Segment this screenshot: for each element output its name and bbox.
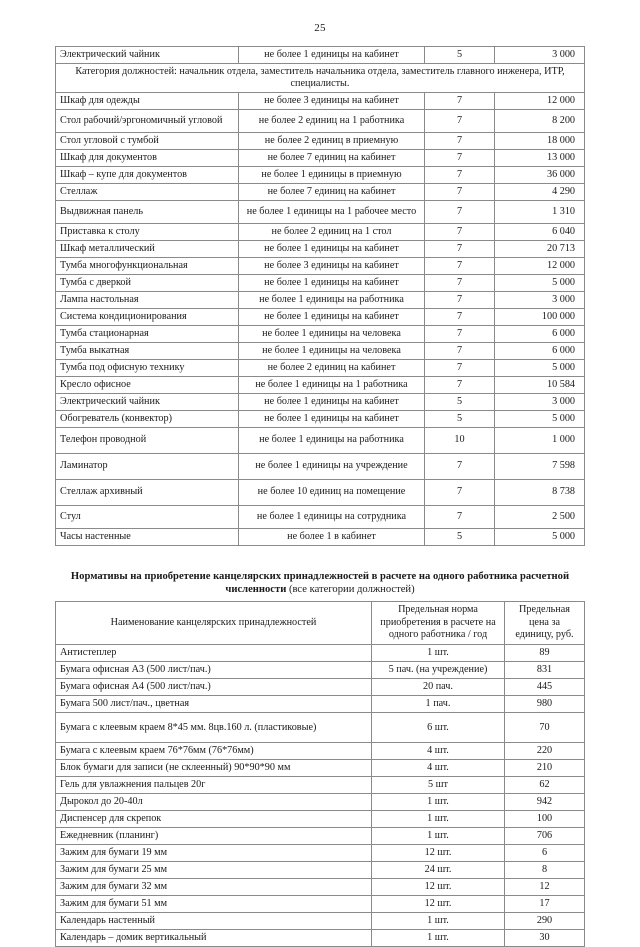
category-heading-text: Категория должностей: начальник отдела, заместитель начальника отдела, заместитель главного инженера, ИТР, специалисты. bbox=[56, 64, 585, 93]
item-price: 36 000 bbox=[495, 166, 585, 183]
stationery-price: 89 bbox=[505, 645, 585, 662]
item-norm: не более 7 единиц на кабинет bbox=[239, 149, 425, 166]
table-row bbox=[56, 930, 585, 947]
stationery-norm: 1 пач. bbox=[372, 696, 505, 713]
item-quantity: 7 bbox=[425, 257, 495, 274]
category-heading-row bbox=[56, 64, 585, 93]
stationery-price: 210 bbox=[505, 760, 585, 777]
table-row bbox=[56, 845, 585, 862]
item-quantity: 7 bbox=[425, 359, 495, 376]
stationery-name: Диспенсер для скрепок bbox=[56, 811, 372, 828]
item-name: Система кондиционирования bbox=[56, 308, 239, 325]
item-norm: не более 1 единицы на человека bbox=[239, 325, 425, 342]
stationery-norm: 1 шт. bbox=[372, 930, 505, 947]
item-name: Шкаф для документов bbox=[56, 149, 239, 166]
table-row bbox=[56, 679, 585, 696]
table-row bbox=[56, 777, 585, 794]
stationery-section-title bbox=[56, 570, 585, 601]
item-name: Тумба стационарная bbox=[56, 325, 239, 342]
stationery-price: 100 bbox=[505, 811, 585, 828]
item-price: 6 040 bbox=[495, 223, 585, 240]
item-norm: не более 3 единицы на кабинет bbox=[239, 92, 425, 109]
stationery-price: 220 bbox=[505, 743, 585, 760]
stationery-norm: 1 шт. bbox=[372, 794, 505, 811]
item-norm: не более 1 единицы на 1 рабочее место bbox=[239, 200, 425, 223]
table-row bbox=[56, 479, 585, 505]
stationery-price: 706 bbox=[505, 828, 585, 845]
item-quantity: 7 bbox=[425, 342, 495, 359]
item-norm: не более 1 единицы на учреждение bbox=[239, 453, 425, 479]
table-row bbox=[56, 794, 585, 811]
stationery-norm: 4 шт. bbox=[372, 760, 505, 777]
item-name: Лампа настольная bbox=[56, 291, 239, 308]
item-name: Стеллаж архивный bbox=[56, 479, 239, 505]
item-price: 3 000 bbox=[495, 47, 585, 64]
item-price: 6 000 bbox=[495, 325, 585, 342]
table-row bbox=[56, 896, 585, 913]
stationery-price: 62 bbox=[505, 777, 585, 794]
stationery-name: Бумага офисная А3 (500 лист/пач.) bbox=[56, 662, 372, 679]
table-row bbox=[56, 200, 585, 223]
item-quantity: 7 bbox=[425, 291, 495, 308]
stationery-header-norm: Предельная норма приобретения в расчете на одного работника / год bbox=[372, 601, 505, 644]
stationery-name: Зажим для бумаги 32 мм bbox=[56, 879, 372, 896]
stationery-price: 12 bbox=[505, 879, 585, 896]
item-norm: не более 3 единицы на кабинет bbox=[239, 257, 425, 274]
table-row bbox=[56, 183, 585, 200]
stationery-table-body bbox=[56, 645, 585, 947]
item-quantity: 7 bbox=[425, 274, 495, 291]
table-row bbox=[56, 427, 585, 453]
stationery-norm: 12 шт. bbox=[372, 845, 505, 862]
table-row bbox=[56, 505, 585, 528]
stationery-norm: 1 шт. bbox=[372, 828, 505, 845]
item-quantity: 5 bbox=[425, 393, 495, 410]
item-norm: не более 1 единицы на работника bbox=[239, 291, 425, 308]
item-name: Стол рабочий/эргономичный угловой bbox=[56, 109, 239, 132]
stationery-name: Бумага с клеевым краем 76*76мм (76*76мм) bbox=[56, 743, 372, 760]
item-norm: не более 1 единицы на кабинет bbox=[239, 410, 425, 427]
item-norm: не более 1 единицы на кабинет bbox=[239, 393, 425, 410]
item-norm: не более 1 единицы на работника bbox=[239, 427, 425, 453]
item-norm: не более 1 единицы на кабинет bbox=[239, 308, 425, 325]
table-row bbox=[56, 713, 585, 743]
stationery-price: 6 bbox=[505, 845, 585, 862]
item-price: 4 290 bbox=[495, 183, 585, 200]
item-price: 8 738 bbox=[495, 479, 585, 505]
stationery-name: Зажим для бумаги 19 мм bbox=[56, 845, 372, 862]
table-row bbox=[56, 662, 585, 679]
item-norm: не более 2 единиц на 1 работника bbox=[239, 109, 425, 132]
stationery-table-head bbox=[56, 601, 585, 644]
item-name: Кресло офисное bbox=[56, 376, 239, 393]
item-name: Часы настенные bbox=[56, 528, 239, 545]
table-row bbox=[56, 913, 585, 930]
item-name: Приставка к столу bbox=[56, 223, 239, 240]
stationery-name: Бумага с клеевым краем 8*45 мм. 8цв.160 л. (пластиковые) bbox=[56, 713, 372, 743]
table-row bbox=[56, 393, 585, 410]
table-row bbox=[56, 342, 585, 359]
item-price: 18 000 bbox=[495, 132, 585, 149]
stationery-price: 290 bbox=[505, 913, 585, 930]
item-name: Выдвижная панель bbox=[56, 200, 239, 223]
stationery-price: 980 bbox=[505, 696, 585, 713]
item-price: 5 000 bbox=[495, 359, 585, 376]
stationery-price: 942 bbox=[505, 794, 585, 811]
item-name: Стул bbox=[56, 505, 239, 528]
item-price: 5 000 bbox=[495, 274, 585, 291]
item-quantity: 7 bbox=[425, 376, 495, 393]
stationery-norms-table bbox=[55, 601, 585, 947]
stationery-name: Блок бумаги для записи (не склеенный) 90*90*90 мм bbox=[56, 760, 372, 777]
item-price: 6 000 bbox=[495, 342, 585, 359]
stationery-header-row bbox=[56, 601, 585, 644]
stationery-name: Зажим для бумаги 51 мм bbox=[56, 896, 372, 913]
table-row bbox=[56, 359, 585, 376]
item-norm: не более 1 единицы в приемную bbox=[239, 166, 425, 183]
item-quantity: 7 bbox=[425, 132, 495, 149]
table-row bbox=[56, 166, 585, 183]
stationery-price: 30 bbox=[505, 930, 585, 947]
stationery-name: Календарь – домик вертикальный bbox=[56, 930, 372, 947]
item-price: 5 000 bbox=[495, 410, 585, 427]
item-quantity: 7 bbox=[425, 479, 495, 505]
stationery-norm: 5 пач. (на учреждение) bbox=[372, 662, 505, 679]
item-quantity: 7 bbox=[425, 149, 495, 166]
stationery-price: 8 bbox=[505, 862, 585, 879]
item-price: 1 310 bbox=[495, 200, 585, 223]
stationery-price: 70 bbox=[505, 713, 585, 743]
item-quantity: 7 bbox=[425, 223, 495, 240]
stationery-norm: 5 шт bbox=[372, 777, 505, 794]
stationery-name: Ежедневник (планинг) bbox=[56, 828, 372, 845]
item-quantity: 7 bbox=[425, 109, 495, 132]
table-row bbox=[56, 308, 585, 325]
item-quantity: 7 bbox=[425, 166, 495, 183]
stationery-norm: 4 шт. bbox=[372, 743, 505, 760]
table-row bbox=[56, 410, 585, 427]
item-price: 3 000 bbox=[495, 291, 585, 308]
table-row bbox=[56, 240, 585, 257]
stationery-norm: 12 шт. bbox=[372, 896, 505, 913]
item-name: Тумба под офисную технику bbox=[56, 359, 239, 376]
item-norm: не более 2 единиц в приемную bbox=[239, 132, 425, 149]
stationery-norm: 6 шт. bbox=[372, 713, 505, 743]
item-name: Обогреватель (конвектор) bbox=[56, 410, 239, 427]
stationery-name: Бумага офисная А4 (500 лист/пач.) bbox=[56, 679, 372, 696]
stationery-norm: 20 пач. bbox=[372, 679, 505, 696]
table-row bbox=[56, 149, 585, 166]
table-row bbox=[56, 132, 585, 149]
item-price: 7 598 bbox=[495, 453, 585, 479]
item-price: 8 200 bbox=[495, 109, 585, 132]
item-price: 20 713 bbox=[495, 240, 585, 257]
item-norm: не более 1 единицы на человека bbox=[239, 342, 425, 359]
stationery-header-name: Наименование канцелярских принадлежностей bbox=[56, 601, 372, 644]
item-name: Ламинатор bbox=[56, 453, 239, 479]
stationery-norm: 1 шт. bbox=[372, 913, 505, 930]
item-norm: не более 1 в кабинет bbox=[239, 528, 425, 545]
stationery-name: Зажим для бумаги 25 мм bbox=[56, 862, 372, 879]
table-row bbox=[56, 828, 585, 845]
item-price: 5 000 bbox=[495, 528, 585, 545]
item-name: Тумба многофункциональная bbox=[56, 257, 239, 274]
stationery-norm: 1 шт. bbox=[372, 811, 505, 828]
item-price: 12 000 bbox=[495, 257, 585, 274]
item-norm: не более 10 единиц на помещение bbox=[239, 479, 425, 505]
table-row bbox=[56, 325, 585, 342]
page-number: 25 bbox=[314, 22, 326, 34]
item-quantity: 7 bbox=[425, 325, 495, 342]
item-quantity: 5 bbox=[425, 47, 495, 64]
item-quantity: 7 bbox=[425, 505, 495, 528]
item-quantity: 7 bbox=[425, 92, 495, 109]
table-row bbox=[56, 645, 585, 662]
item-price: 1 000 bbox=[495, 427, 585, 453]
furniture-table-body bbox=[56, 47, 585, 546]
item-name: Тумба выкатная bbox=[56, 342, 239, 359]
table-row bbox=[56, 528, 585, 545]
item-name: Стеллаж bbox=[56, 183, 239, 200]
item-quantity: 7 bbox=[425, 453, 495, 479]
stationery-name: Гель для увлажнения пальцев 20г bbox=[56, 777, 372, 794]
stationery-name: Бумага 500 лист/пач., цветная bbox=[56, 696, 372, 713]
item-norm: не более 1 единицы на сотрудника bbox=[239, 505, 425, 528]
table-row bbox=[56, 92, 585, 109]
item-price: 10 584 bbox=[495, 376, 585, 393]
item-quantity: 5 bbox=[425, 410, 495, 427]
item-price: 3 000 bbox=[495, 393, 585, 410]
item-norm: не более 1 единицы на кабинет bbox=[239, 47, 425, 64]
table-row bbox=[56, 811, 585, 828]
table-row bbox=[56, 879, 585, 896]
table-row bbox=[56, 109, 585, 132]
stationery-title-bold: Нормативы на приобретение канцелярских принадлежностей в расчете на одного работника расчетной численности bbox=[70, 570, 570, 596]
item-norm: не более 7 единиц на кабинет bbox=[239, 183, 425, 200]
item-name: Тумба с дверкой bbox=[56, 274, 239, 291]
stationery-name: Дырокол до 20-40л bbox=[56, 794, 372, 811]
table-row bbox=[56, 274, 585, 291]
item-price: 100 000 bbox=[495, 308, 585, 325]
item-norm: не более 2 единиц на кабинет bbox=[239, 359, 425, 376]
table-row bbox=[56, 291, 585, 308]
table-row bbox=[56, 862, 585, 879]
item-name: Электрический чайник bbox=[56, 47, 239, 64]
item-price: 13 000 bbox=[495, 149, 585, 166]
item-quantity: 5 bbox=[425, 528, 495, 545]
item-quantity: 10 bbox=[425, 427, 495, 453]
stationery-price: 17 bbox=[505, 896, 585, 913]
table-row bbox=[56, 47, 585, 64]
item-quantity: 7 bbox=[425, 183, 495, 200]
item-name: Электрический чайник bbox=[56, 393, 239, 410]
furniture-norms-table bbox=[55, 46, 585, 546]
item-quantity: 7 bbox=[425, 240, 495, 257]
item-norm: не более 1 единицы на кабинет bbox=[239, 240, 425, 257]
table-row bbox=[56, 760, 585, 777]
stationery-norm: 24 шт. bbox=[372, 862, 505, 879]
table-row bbox=[56, 376, 585, 393]
item-norm: не более 2 единиц на 1 стол bbox=[239, 223, 425, 240]
stationery-price: 831 bbox=[505, 662, 585, 679]
stationery-norm: 12 шт. bbox=[372, 879, 505, 896]
item-quantity: 7 bbox=[425, 200, 495, 223]
table-row bbox=[56, 743, 585, 760]
item-price: 2 500 bbox=[495, 505, 585, 528]
table-row bbox=[56, 257, 585, 274]
stationery-header-price: Предельная цена за единицу, руб. bbox=[505, 601, 585, 644]
stationery-price: 445 bbox=[505, 679, 585, 696]
table-row bbox=[56, 696, 585, 713]
item-norm: не более 1 единицы на кабинет bbox=[239, 274, 425, 291]
item-norm: не более 1 единицы на 1 работника bbox=[239, 376, 425, 393]
item-name: Шкаф металлический bbox=[56, 240, 239, 257]
table-row bbox=[56, 223, 585, 240]
item-name: Шкаф – купе для документов bbox=[56, 166, 239, 183]
table-row bbox=[56, 453, 585, 479]
item-name: Телефон проводной bbox=[56, 427, 239, 453]
item-quantity: 7 bbox=[425, 308, 495, 325]
stationery-name: Календарь настенный bbox=[56, 913, 372, 930]
stationery-title-subtitle: (все категории должностей) bbox=[286, 584, 415, 596]
item-price: 12 000 bbox=[495, 92, 585, 109]
stationery-norm: 1 шт. bbox=[372, 645, 505, 662]
item-name: Стол угловой с тумбой bbox=[56, 132, 239, 149]
stationery-name: Антистеплер bbox=[56, 645, 372, 662]
item-name: Шкаф для одежды bbox=[56, 92, 239, 109]
